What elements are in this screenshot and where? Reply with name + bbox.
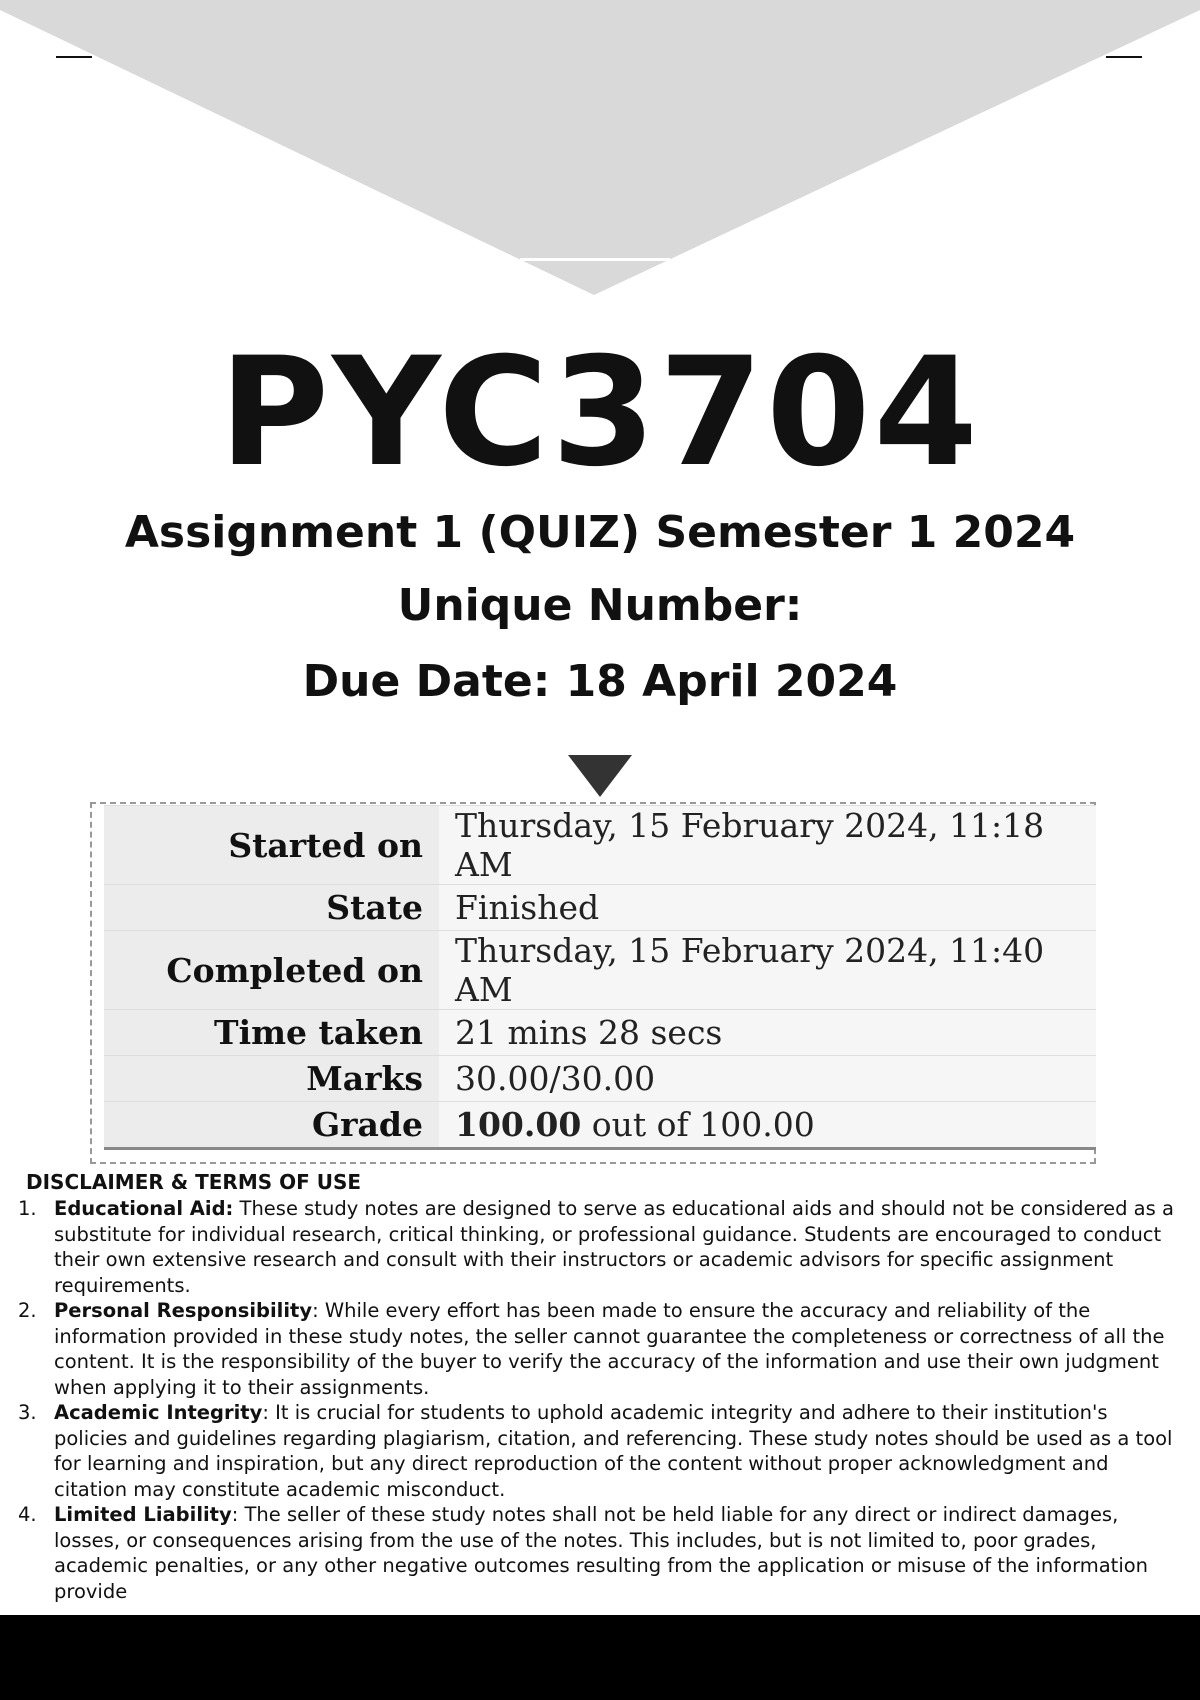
grade-out-of: out of 100.00 <box>581 1105 815 1144</box>
assignment-subtitle: Assignment 1 (QUIZ) Semester 1 2024 <box>124 507 1076 558</box>
down-arrow-icon <box>568 755 632 797</box>
row-label: State <box>104 885 439 931</box>
grade-label: Grade <box>104 1102 439 1149</box>
row-value: Thursday, 15 February 2024, 11:18 AM <box>439 806 1096 885</box>
item-text: : The seller of these study notes shall not be held liable for any direct or indirect damages, losses, or consequences arising from the use of the notes. This includes, but is not limited to, poor grades, academic penalties, or any other negative outcomes resulting from the application or misuse of the information provide <box>54 1503 1149 1603</box>
disclaimer-list <box>18 1196 1186 1604</box>
unique-number-line: Unique Number: <box>397 580 803 631</box>
decorative-chevron <box>0 0 1200 300</box>
corner-mark-left <box>56 56 92 58</box>
item-number: 1. <box>18 1197 37 1220</box>
item-number: 3. <box>18 1401 37 1424</box>
row-value: Finished <box>439 885 1096 931</box>
list-item <box>18 1298 1186 1400</box>
row-value: 21 mins 28 secs <box>439 1010 1096 1056</box>
grade-score: 100.00 <box>455 1105 582 1144</box>
course-code-title: PYC3704 <box>219 326 981 500</box>
row-label: Time taken <box>104 1010 439 1056</box>
list-item <box>18 1502 1186 1604</box>
item-title: Limited Liability <box>54 1503 232 1526</box>
table-row <box>104 806 1096 885</box>
table-row <box>104 885 1096 931</box>
disclaimer-heading: DISCLAIMER & TERMS OF USE <box>26 1170 362 1194</box>
item-number: 2. <box>18 1299 37 1322</box>
row-label: Completed on <box>104 931 439 1010</box>
item-number: 4. <box>18 1503 37 1526</box>
list-item <box>18 1400 1186 1502</box>
quiz-summary-table <box>104 805 1096 1150</box>
row-label: Marks <box>104 1056 439 1102</box>
table-row <box>104 1102 1096 1149</box>
table-row <box>104 1056 1096 1102</box>
item-text: These study notes are designed to serve as educational aids and should not be considered as a substitute for individual research, critical thinking, or professional guidance. Students are encouraged to conduct their own extensive research and consult with their instructors or academic advisors for specific assignment requirements. <box>54 1197 1174 1297</box>
table-row <box>104 931 1096 1010</box>
row-value: Thursday, 15 February 2024, 11:40 AM <box>439 931 1096 1010</box>
item-title: Academic Integrity <box>54 1401 263 1424</box>
grade-value <box>439 1102 1096 1149</box>
table-row <box>104 1010 1096 1056</box>
item-title: Personal Responsibility <box>54 1299 313 1322</box>
item-title: Educational Aid: <box>54 1197 234 1220</box>
item-text: : It is crucial for students to uphold academic integrity and adhere to their institution's policies and guidelines regarding plagiarism, citation, and referencing. These study notes should be used as a tool for learning and inspiration, but any direct reproduction of the content without proper acknowledgment and citation may constitute academic misconduct. <box>54 1401 1173 1501</box>
list-item <box>18 1196 1186 1298</box>
row-value: 30.00/30.00 <box>439 1056 1096 1102</box>
row-label: Started on <box>104 806 439 885</box>
due-date-line: Due Date: 18 April 2024 <box>302 656 898 707</box>
item-text: : While every effort has been made to ensure the accuracy and reliability of the information provided in these study notes, the seller cannot guarantee the completeness or correctness of all the content. It is the responsibility of the buyer to verify the accuracy of the information and use their own judgment when applying it to their assignments. <box>54 1299 1165 1399</box>
footer-bar <box>0 1615 1200 1700</box>
corner-mark-right <box>1106 56 1142 58</box>
